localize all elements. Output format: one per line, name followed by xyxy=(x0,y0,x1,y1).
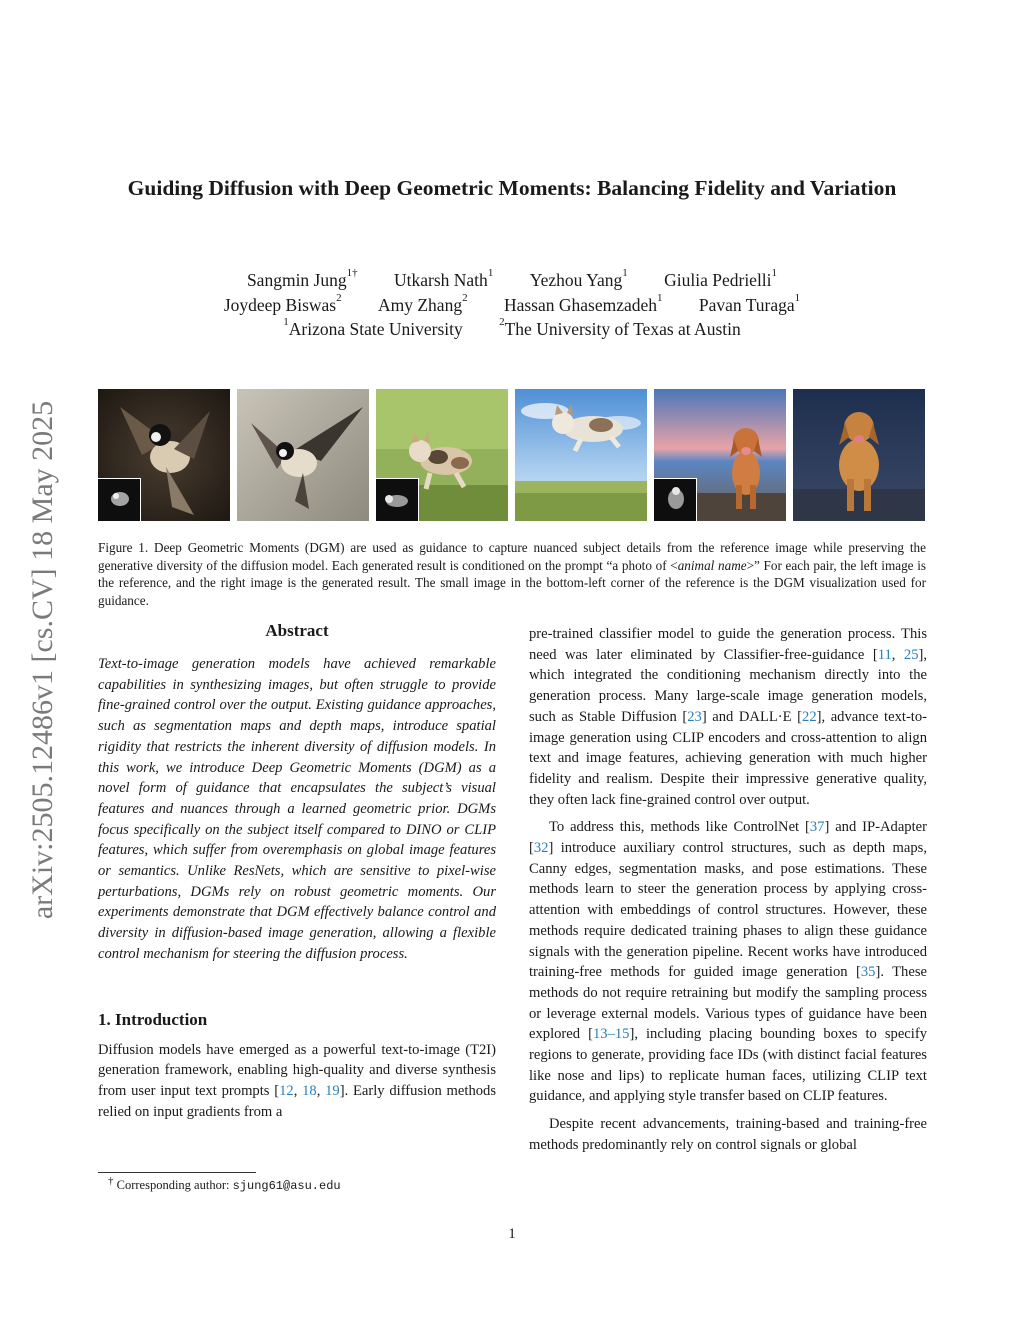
author: Joydeep Biswas$^2$ xyxy=(223,292,342,315)
figure-1-images xyxy=(98,389,926,521)
author-email: sjung61@asu.edu xyxy=(232,1179,341,1193)
generated-image-bird xyxy=(237,389,369,521)
author: Giulia Pedrielli$^1$ xyxy=(664,267,778,290)
citation-link[interactable]: 32 xyxy=(533,840,549,857)
citation-link[interactable]: 19 xyxy=(325,1082,340,1099)
citation-link[interactable]: 13–15 xyxy=(592,1026,630,1043)
dgm-visualization xyxy=(98,478,141,521)
affiliation: $^1$Arizona State University xyxy=(283,316,463,339)
footnote-divider xyxy=(98,1172,256,1173)
right-column xyxy=(529,624,927,1156)
generated-image-cat xyxy=(515,389,647,521)
generated-image-dog xyxy=(793,389,925,521)
author: Amy Zhang$^2$ xyxy=(377,292,468,315)
arxiv-identifier-stamp xyxy=(18,360,62,960)
citation-link[interactable]: 12 xyxy=(279,1082,294,1099)
affiliations xyxy=(110,316,914,340)
figure-caption: Figure 1. Deep Geometric Moments (DGM) are used as guidance to capture nuanced subject details from the reference image while preserving the generative diversity of the diffusion model. Each generated result is conditioned on the prompt “a photo of <animal name>” For each pair, the left image is the reference, and the right image is the generated result. The small image in the bottom-left corner of the reference is the DGM visualization used for guidance. xyxy=(98,540,926,608)
author: Pavan Turaga$^1$ xyxy=(698,292,801,315)
abstract-heading: Abstract xyxy=(265,621,329,640)
author: Hassan Ghasemzadeh$^1$ xyxy=(503,292,663,315)
abstract-body: Text-to-image generation models have achieved remarkable capabilities in synthesizing images, but often struggle to provide fine-grained control over the output. Existing guidance approaches, such as segmentation maps and depth maps, introduce spatial rigidity that restricts the inherent diversity of diffusion models. In this work, we introduce Deep Geometric Moments (DGM) as a novel form of guidance that encapsulates the subject’s visual features and nuances through a learned geometric prior. DGMs focus specifically on the subject itself compared to DINO or CLIP features, which suffer from overemphasis on global image features or semantics. Unlike ResNets, which are sensitive to pixel-wise perturbations, DGMs rely on robust geometric moments. Our experiments demonstrate that DGM effectively balance control and diversity in diffusion-based image generation, allowing a flexible control mechanism for steering the diffusion process. xyxy=(98,656,496,962)
authors-line-2 xyxy=(110,292,914,316)
author: Sangmin Jung$^{1\dagger}$ xyxy=(246,267,358,290)
citation-link[interactable]: 11 xyxy=(877,646,892,663)
affiliation: $^2$The University of Texas at Austin xyxy=(499,316,741,339)
author: Yezhou Yang$^1$ xyxy=(529,267,628,290)
citation-link[interactable]: 25 xyxy=(903,646,919,663)
dgm-visualization xyxy=(654,478,697,521)
introduction-paragraph-1-continued: pre-trained classifier model to guide the generation process. This need was later eliminated by Classifier-free-guidance [11, 25], which integrated the conditioning mechanism directly into the generation process. Many large-scale image generation models, such as Stable Diffusion [23] and DALL·E [22], advance text-to-image generation using CLIP encoders and cross-attention to align text and image features, achieving generation with much higher fidelity and realism. Despite their impressive generative quality, they often lack fine-grained control over output. xyxy=(529,626,928,808)
introduction-paragraph-3: Despite recent advancements, training-based and training-free methods predominantly rely on control signals or global xyxy=(529,1116,927,1153)
arxiv-identifier-text: arXiv:2505.12486v1 [cs.CV] 18 May 2025 xyxy=(26,400,59,920)
introduction-paragraph-2: To address this, methods like ControlNet [37] and IP-Adapter [32] introduce auxiliary control structures, such as depth maps, Canny edges, segmentation masks, and pose estimations. These methods learn to steer the generation process by applying cross-attention with embeddings of control structures. However, these methods require dedicated training phases to align these guidance signals with the generation pipeline. Recent works have introduced training-free methods for guided image generation [35]. These methods do not require retraining but modify the sampling process or leverage external models. Various types of guidance have been explored [13–15], including placing bounding boxes to specify regions to generate, providing face IDs (with distinct facial features like nose and lips) to replicate human faces, utilizing CLIP text guidance, and applying style transfer based on CLIP features. xyxy=(529,819,927,1105)
reference-image-dog xyxy=(654,389,786,521)
dgm-visualization xyxy=(376,478,419,521)
citation-link[interactable]: 37 xyxy=(809,819,825,836)
reference-image-bird xyxy=(98,389,230,521)
left-column xyxy=(98,620,496,1122)
paper-title: Guiding Diffusion with Deep Geometric Moments: Balancing Fidelity and Variation xyxy=(127,176,897,200)
introduction-heading: 1. Introduction xyxy=(98,1009,208,1029)
page-number: 1 xyxy=(508,1226,516,1242)
citation-link[interactable]: 35 xyxy=(860,964,876,981)
reference-image-cat xyxy=(376,389,508,521)
citation-link[interactable]: 23 xyxy=(687,708,702,725)
footnote: † Corresponding author: sjung61@asu.edu xyxy=(108,1175,341,1193)
introduction-paragraph-1: Diffusion models have emerged as a powerful text-to-image (T2I) generation framework, enabling high-quality and diverse synthesis from user input text prompts [12, 18, 19]. Early diffusion methods relied on input gradients from a xyxy=(98,1041,497,1120)
authors-line-1 xyxy=(110,267,914,291)
citation-link[interactable]: 22 xyxy=(802,708,817,725)
citation-link[interactable]: 18 xyxy=(302,1082,317,1099)
author: Utkarsh Nath$^1$ xyxy=(394,267,494,290)
